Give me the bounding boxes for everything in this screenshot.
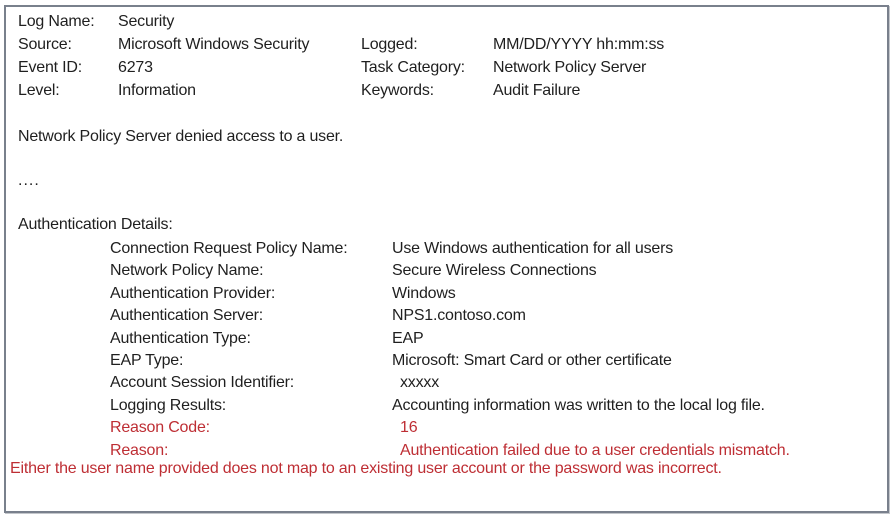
log-name-value: Security: [118, 13, 175, 30]
detail-value: Microsoft: Smart Card or other certificate: [392, 351, 672, 369]
log-name-label: Log Name:: [18, 13, 95, 30]
detail-label: Reason Code:: [110, 419, 210, 437]
detail-row: [110, 350, 790, 372]
event-header: [18, 10, 664, 102]
task-category-value: Network Policy Server: [493, 59, 647, 76]
detail-value: Use Windows authentication for all users: [392, 240, 674, 257]
detail-row: [110, 305, 790, 327]
detail-value: Accounting information was written to the local log file.: [392, 396, 765, 414]
detail-row: [110, 238, 790, 260]
detail-value: Secure Wireless Connections: [392, 262, 597, 280]
detail-row: [110, 372, 790, 394]
source-label: Source:: [18, 36, 72, 53]
detail-value: xxxxx: [400, 374, 440, 392]
source-value: Microsoft Windows Security: [118, 36, 310, 53]
header-empty-cell: [493, 10, 664, 33]
detail-value: EAP: [392, 329, 424, 347]
detail-label: Authentication Type:: [110, 329, 251, 347]
detail-row: [110, 395, 790, 417]
detail-row: [110, 283, 790, 305]
detail-label: Authentication Server:: [110, 307, 264, 325]
detail-label: Account Session Identifier:: [110, 374, 295, 392]
header-empty-cell: [361, 10, 493, 33]
detail-row: [110, 328, 790, 350]
level-value: Information: [118, 82, 196, 99]
keywords-value: Audit Failure: [493, 82, 581, 99]
event-description: Network Policy Server denied access to a user.: [18, 128, 344, 145]
detail-label: Logging Results:: [110, 396, 226, 414]
task-category-label: Task Category:: [361, 59, 465, 76]
level-label: Level:: [18, 82, 60, 99]
detail-value: Windows: [392, 284, 456, 302]
detail-label: Reason:: [110, 441, 169, 459]
event-id-value: 6273: [118, 59, 153, 76]
logged-label: Logged:: [361, 36, 418, 53]
detail-label: EAP Type:: [110, 351, 184, 369]
detail-value: NPS1.contoso.com: [392, 307, 526, 325]
detail-row: [110, 260, 790, 282]
detail-label: Network Policy Name:: [110, 262, 264, 280]
detail-row-reason-code: [110, 417, 790, 439]
detail-label: Authentication Provider:: [110, 284, 276, 302]
detail-value: 16: [400, 419, 418, 437]
keywords-label: Keywords:: [361, 82, 434, 99]
ellipsis-line: ....: [18, 172, 40, 189]
detail-value: Authentication failed due to a user credentials mismatch.: [400, 441, 790, 459]
authentication-details-heading: Authentication Details:: [18, 216, 173, 233]
logged-value: MM/DD/YYYY hh:mm:ss: [493, 36, 665, 53]
reason-explanation-note: Either the user name provided does not map to an existing user account or the password was incorrect.: [10, 460, 722, 477]
event-id-label: Event ID:: [18, 59, 83, 76]
authentication-details-table: [110, 238, 790, 462]
detail-label: Connection Request Policy Name:: [110, 240, 348, 257]
